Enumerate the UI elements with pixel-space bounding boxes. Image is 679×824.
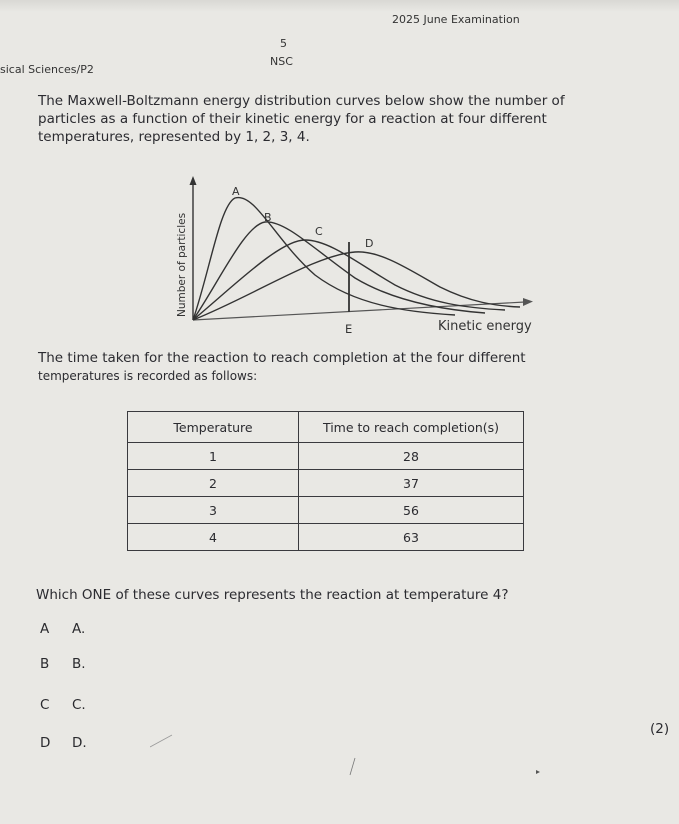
table-row <box>128 443 524 470</box>
table-cell: 56 <box>299 497 524 524</box>
curve-label-b: B <box>264 211 272 224</box>
option-d[interactable] <box>40 735 87 751</box>
table-intro-line: temperatures is recorded as follows: <box>38 369 258 383</box>
curve-d <box>193 252 520 320</box>
option-letter: C <box>40 697 50 713</box>
subject-title: sical Sciences/P2 <box>0 63 94 76</box>
curve-label-d: D <box>365 237 374 250</box>
question-prompt: Which ONE of these curves represents the reaction at temperature 4? <box>36 587 509 603</box>
curve-b <box>193 222 485 320</box>
option-text: B. <box>72 656 86 672</box>
table-cell: 63 <box>299 524 524 551</box>
intro-line: temperatures, represented by 1, 2, 3, 4. <box>38 129 310 145</box>
table-cell: 2 <box>128 470 299 497</box>
table-header: Time to reach completion(s) <box>299 412 524 443</box>
marks: (2) <box>650 721 670 737</box>
option-text: D. <box>72 735 87 751</box>
table-intro-line: The time taken for the reaction to reach completion at the four different <box>38 350 526 366</box>
option-letter: A <box>40 621 50 637</box>
table-row <box>128 524 524 551</box>
page-number: 5 <box>280 37 287 50</box>
y-axis-arrow <box>190 176 197 185</box>
curve-label-a: A <box>232 185 240 198</box>
maxwell-boltzmann-graph <box>165 170 555 345</box>
table-row <box>128 470 524 497</box>
page-edge-shadow <box>0 0 679 12</box>
table-cell: 37 <box>299 470 524 497</box>
paper-code: NSC <box>270 55 293 68</box>
x-axis-label: Kinetic energy <box>438 319 532 334</box>
intro-line: particles as a function of their kinetic energy for a reaction at four different <box>38 111 547 127</box>
table-header: Temperature <box>128 412 299 443</box>
intro-line: The Maxwell-Boltzmann energy distribution curves below show the number of <box>38 93 565 109</box>
table-cell: 28 <box>299 443 524 470</box>
pen-marks <box>150 725 570 795</box>
x-axis-arrow <box>523 298 533 306</box>
x-axis <box>193 302 525 320</box>
curve-label-c: C <box>315 225 323 238</box>
question-intro <box>38 92 678 146</box>
option-text: A. <box>72 621 86 637</box>
y-axis-label: Number of particles <box>176 212 188 317</box>
option-b[interactable] <box>40 656 86 672</box>
table-cell: 3 <box>128 497 299 524</box>
table-row <box>128 497 524 524</box>
table-header-row <box>128 412 524 443</box>
option-letter: D <box>40 735 51 751</box>
option-letter: B <box>40 656 50 672</box>
threshold-label: E <box>345 322 353 336</box>
table-cell: 4 <box>128 524 299 551</box>
completion-time-table <box>127 411 524 551</box>
option-a[interactable] <box>40 621 85 637</box>
option-c[interactable] <box>40 697 86 713</box>
table-cell: 1 <box>128 443 299 470</box>
exam-title: 2025 June Examination <box>392 13 520 26</box>
option-text: C. <box>72 697 86 713</box>
table-intro <box>38 349 678 385</box>
